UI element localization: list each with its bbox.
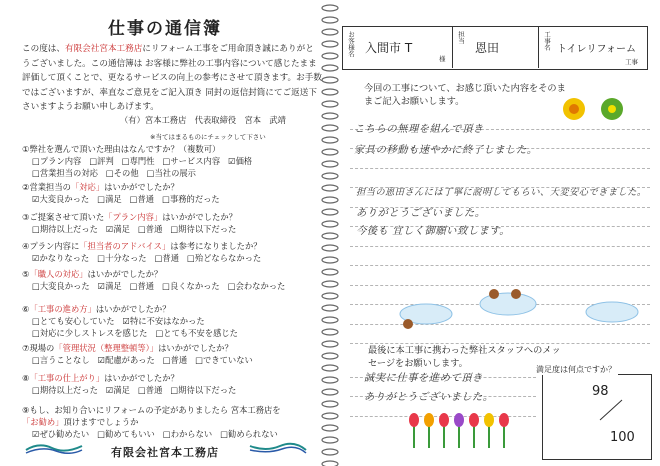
answer-options [22, 384, 322, 396]
question-post: 頂けますでしょうか [63, 417, 139, 428]
answer-options [22, 223, 322, 235]
question-number: ⑦ [22, 343, 30, 353]
question-keyword: 「担当者のアドバイス」 [79, 241, 171, 251]
question-7 [22, 342, 322, 366]
answer-option-checkbox[interactable]: □とても安心していた [32, 316, 115, 327]
answer-options [22, 193, 322, 205]
answer-option-checkbox[interactable]: □言うことなし [32, 355, 90, 366]
answer-option-checkbox[interactable]: □その他 [105, 168, 139, 179]
customer-name-label: お客様名 [347, 31, 355, 57]
answer-option-checkbox[interactable]: □当社の展示 [146, 168, 196, 179]
question-number: ② [22, 182, 30, 192]
work-label: 工事名 [543, 31, 551, 51]
answer-option-checkbox[interactable]: □わからない [162, 429, 213, 440]
intro-pre: この度は、 [22, 44, 65, 54]
score-label: 満足度は何点ですか？ [536, 365, 616, 374]
answer-option-checkbox[interactable]: □勧められない [220, 429, 278, 440]
page-title: 仕事の通信簿 [108, 19, 222, 39]
question-1 [22, 143, 322, 180]
message-line: ありがとうございました。 [364, 391, 494, 403]
question-number: ⑨ [22, 405, 30, 415]
answer-option-checkbox[interactable]: □サービス内容 [162, 156, 221, 167]
question-text [22, 342, 322, 354]
question-post: はいかがでしたか？ [104, 373, 179, 383]
question-post: はいかがでしたか？ [87, 269, 163, 279]
staff-label: 担当 [457, 31, 465, 44]
question-keyword: 「お勧め」 [22, 417, 64, 428]
work-name: トイレリフォーム [557, 44, 636, 55]
answer-options [22, 315, 322, 339]
answer-options [22, 428, 322, 440]
question-number: ⑥ [22, 304, 30, 314]
tulip-flower [484, 413, 494, 427]
answer-option-checkbox[interactable]: □十分なった [97, 253, 147, 264]
intro-text [22, 42, 322, 115]
tulip-flower [469, 413, 479, 427]
question-post: は参考になりましたか？ [170, 241, 262, 251]
answer-options [22, 155, 322, 179]
question-text [22, 240, 322, 252]
answer-option-checkbox[interactable]: ☑特に不安はなかった [122, 316, 205, 327]
signature: （有）宮本工務店 代表取締役 宮本 武靖 [120, 115, 286, 125]
customer-header [342, 26, 648, 70]
answer-option-checkbox[interactable]: □勧めてもいい [97, 429, 155, 440]
answer-line: 担当の恩田さんには丁寧に説明してもらい、大変安心できました。 [356, 187, 647, 198]
work-cell [539, 27, 647, 68]
company-name: 有限会社宮本工務店 [111, 446, 219, 459]
question-pre: 弊社を選んで頂いた理由はなんですか？（複数可） [29, 144, 221, 154]
work-suffix: 工事 [625, 58, 638, 66]
question-text [22, 181, 322, 193]
answer-options [22, 354, 322, 366]
answer-option-checkbox[interactable]: □専門性 [121, 156, 155, 167]
score-max: 100 [610, 430, 635, 445]
answer-line: こちらの無理を組んで頂き [354, 123, 484, 135]
intro-post: にリフォーム工事をご用命頂き誠にありがとうございました。この通信簿は お客様に弊社の工事内容について感じたまま評価して頂くことで、更なるサービスの向上の参考にさせて頂きます。お手数ではございますが、率直なご意見をご記入頂き 同封の返信封筒にてご返送下さいますようお願い申しあげます。 [22, 44, 322, 113]
tulip-flower [424, 413, 434, 427]
answer-option-checkbox[interactable]: □普通 [129, 281, 155, 292]
question-post: はいかがでしたか？ [104, 182, 179, 192]
check-note: ※当てはまるものにチェックして下さい [150, 133, 266, 141]
answer-option-checkbox[interactable]: ☑満足 [105, 385, 130, 396]
answer-option-checkbox[interactable]: □殆どならなかった [187, 253, 262, 264]
answer-line: 家具の移動も速やかに終了しました。 [354, 144, 538, 156]
clouds-illustration [396, 284, 646, 334]
answer-option-checkbox[interactable]: ☑ぜひ勧めたい [32, 429, 90, 440]
answer-option-checkbox[interactable]: □事務的だった [162, 194, 220, 205]
question-keyword: 「プラン内容」 [104, 212, 163, 222]
answer-option-checkbox[interactable]: □期待以下だった [170, 385, 237, 396]
wave-decoration-right [248, 440, 308, 454]
answer-line: ありがとうございました。 [356, 207, 486, 219]
answer-option-checkbox[interactable]: ☑配慮があった [97, 355, 155, 366]
prompt-staff-message: 最後に本工事に携わった弊社スタッフへのメッセージをお願いします。 [368, 345, 561, 369]
tulips-illustration [406, 404, 526, 450]
tulip-flower [454, 413, 464, 427]
question-number: ⑤ [22, 269, 30, 279]
question-pre: ご提案させて頂いた [29, 212, 105, 222]
answer-option-checkbox[interactable]: □評判 [89, 156, 114, 167]
answer-option-checkbox[interactable]: □普通 [162, 355, 188, 366]
prompt-impressions: 今回の工事について、お感じ頂いた内容をそのままご記入お願いします。 [364, 83, 566, 107]
answer-option-checkbox[interactable]: □普通 [137, 224, 163, 235]
score-value: 98 [592, 384, 609, 399]
question-keyword: 「職人の対応」 [29, 269, 88, 279]
answer-option-checkbox[interactable]: □満足 [97, 194, 122, 205]
question-3 [22, 211, 322, 235]
question-2 [22, 181, 322, 205]
question-number: ④ [22, 241, 30, 251]
question-pre: 現場の [29, 343, 55, 353]
answer-option-checkbox[interactable]: □プラン内容 [32, 156, 82, 167]
intro-company: 有限会社宮本工務店 [64, 44, 143, 54]
score-slash [592, 398, 632, 422]
customer-name-cell [343, 27, 453, 68]
question-keyword: 「管理状況（整理整頓等）」 [54, 343, 159, 353]
answer-option-checkbox[interactable]: □会わなかった [227, 281, 286, 292]
answer-option-checkbox[interactable]: □普通 [137, 385, 163, 396]
question-number: ③ [22, 212, 30, 222]
answer-option-checkbox[interactable]: ☑満足 [97, 281, 122, 292]
question-text [22, 303, 322, 315]
answer-option-checkbox[interactable]: □良くなかった [162, 281, 220, 292]
question-4 [22, 240, 322, 264]
answer-option-checkbox[interactable]: □普通 [129, 194, 155, 205]
answer-option-checkbox[interactable]: □営業担当の対応 [32, 168, 98, 179]
question-pre: プラン内容に [29, 241, 80, 251]
answer-option-checkbox[interactable]: □大変良かった [32, 281, 90, 292]
question-number: ① [22, 144, 30, 154]
answer-option-checkbox[interactable]: □とても不安を感じた [155, 328, 238, 339]
question-5 [22, 268, 322, 292]
question-text [22, 211, 322, 223]
question-keyword: 「工事の進め方」 [29, 304, 96, 314]
question-keyword: 「対応」 [70, 182, 105, 192]
question-post: はいかがでしたか？ [95, 304, 171, 314]
tulip-flower [499, 413, 509, 427]
question-pre: 営業担当の [29, 182, 71, 192]
right-page [330, 0, 660, 466]
answer-option-checkbox[interactable]: ☑かなりなった [32, 253, 90, 264]
question-post: はいかがでしたか？ [158, 343, 233, 353]
question-pre: もし、お知り合いにリフォームの予定がありましたら 宮本工務店を [29, 405, 281, 415]
question-text [22, 143, 322, 155]
question-8 [22, 372, 322, 396]
question-keyword: 「工事の仕上がり」 [29, 373, 105, 383]
tulip-flower [409, 413, 419, 427]
message-line: 誠実に仕事を進めて頂き [364, 372, 483, 384]
answer-option-checkbox[interactable]: ☑大変良かった [32, 194, 90, 205]
answer-line: 今後も 宜しく御願い致します。 [356, 225, 511, 237]
question-post: はいかがでしたか？ [162, 212, 237, 222]
answer-option-checkbox[interactable]: ☑満足 [105, 224, 130, 235]
question-text [22, 404, 322, 428]
question-text [22, 372, 322, 384]
answer-option-checkbox[interactable]: □期待以上だった [32, 224, 98, 235]
tulip-flower [439, 413, 449, 427]
question-text [22, 268, 322, 280]
question-6 [22, 303, 322, 340]
answer-options [22, 252, 322, 264]
answer-option-checkbox[interactable]: ☑価格 [228, 156, 253, 167]
answer-options [22, 280, 322, 292]
answer-option-checkbox[interactable]: □対応に少しストレスを感じた [32, 328, 148, 339]
staff-cell [453, 27, 539, 68]
question-number: ⑧ [22, 373, 30, 383]
question-9 [22, 404, 322, 441]
honorific: 様 [439, 55, 446, 63]
answer-option-checkbox[interactable]: □期待以上だった [32, 385, 98, 396]
answer-option-checkbox[interactable]: □普通 [154, 253, 179, 264]
answer-option-checkbox[interactable]: □できていない [195, 355, 253, 366]
answer-option-checkbox[interactable]: □期待以下だった [170, 224, 237, 235]
customer-name: 入間市 T [365, 41, 413, 55]
staff-name: 恩田 [475, 41, 500, 55]
